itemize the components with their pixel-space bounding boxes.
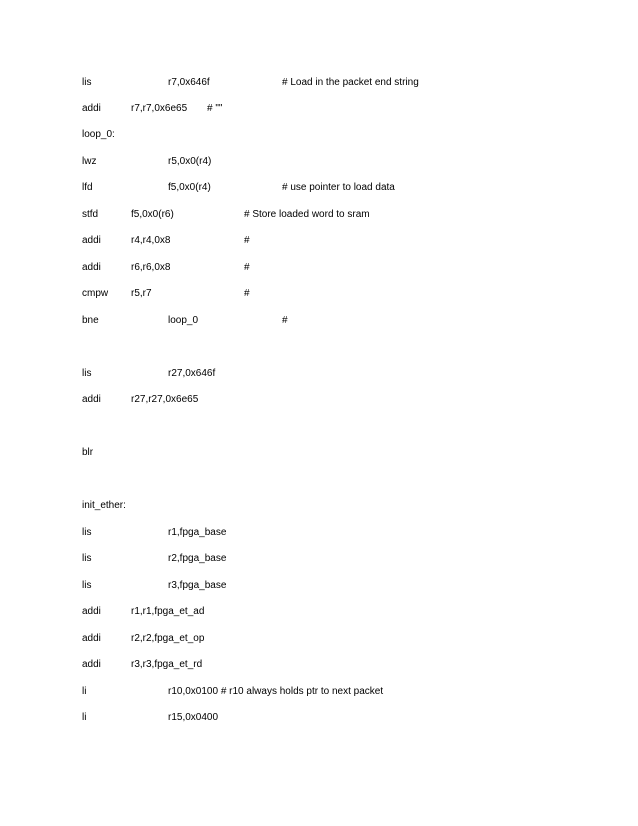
label: init_ether: xyxy=(82,500,126,511)
opcode: lis xyxy=(82,580,92,591)
operands: r1,r1,fpga_et_ad xyxy=(131,606,205,617)
opcode: addi xyxy=(82,394,101,405)
comment: # xyxy=(244,288,250,299)
operands: r7,r7,0x6e65 xyxy=(131,103,188,114)
operands: r15,0x0400 xyxy=(168,712,219,723)
operands: r5,0x0(r4) xyxy=(168,156,212,167)
comment: # use pointer to load data xyxy=(282,182,395,193)
code-line xyxy=(0,526,638,540)
code-line xyxy=(0,711,638,725)
operands: r5,r7 xyxy=(131,288,152,299)
opcode: addi xyxy=(82,262,101,273)
operands: r4,r4,0x8 xyxy=(131,235,171,246)
operands: loop_0 xyxy=(168,315,199,326)
code-line xyxy=(0,234,638,248)
operands: r2,fpga_base xyxy=(168,553,227,564)
operands: r10,0x0100 # r10 always holds ptr to next packet xyxy=(168,686,384,697)
comment: # xyxy=(244,262,250,273)
code-line xyxy=(0,367,638,381)
code-line xyxy=(0,446,638,460)
code-line xyxy=(0,181,638,195)
opcode: li xyxy=(82,686,87,697)
operands: r2,r2,fpga_et_op xyxy=(131,633,205,644)
code-line xyxy=(0,287,638,301)
opcode: lis xyxy=(82,77,92,88)
opcode: lis xyxy=(82,553,92,564)
opcode: lfd xyxy=(82,182,93,193)
code-line xyxy=(0,393,638,407)
code-line xyxy=(0,76,638,90)
code-line xyxy=(0,499,638,513)
opcode: lwz xyxy=(82,156,97,167)
code-line xyxy=(0,632,638,646)
code-line xyxy=(0,314,638,328)
operands: f5,0x0(r4) xyxy=(168,182,211,193)
code-line xyxy=(0,155,638,169)
comment: # "" xyxy=(207,103,223,114)
opcode: addi xyxy=(82,606,101,617)
opcode: addi xyxy=(82,235,101,246)
opcode: lis xyxy=(82,527,92,538)
code-line xyxy=(0,658,638,672)
opcode: lis xyxy=(82,368,92,379)
operands: r3,r3,fpga_et_rd xyxy=(131,659,203,670)
operands: r27,r27,0x6e65 xyxy=(131,394,199,405)
code-line xyxy=(0,552,638,566)
comment: # Load in the packet end string xyxy=(282,77,419,88)
label: loop_0: xyxy=(82,129,115,140)
operands: r7,0x646f xyxy=(168,77,210,88)
comment: # Store loaded word to sram xyxy=(244,209,370,220)
code-line xyxy=(0,579,638,593)
opcode: addi xyxy=(82,633,101,644)
opcode: li xyxy=(82,712,87,723)
opcode: blr xyxy=(82,447,94,458)
operands: r6,r6,0x8 xyxy=(131,262,171,273)
opcode: addi xyxy=(82,659,101,670)
code-line xyxy=(0,261,638,275)
comment: # xyxy=(282,315,288,326)
comment: # xyxy=(244,235,250,246)
opcode: stfd xyxy=(82,209,99,220)
opcode: bne xyxy=(82,315,99,326)
code-line xyxy=(0,685,638,699)
operands: f5,0x0(r6) xyxy=(131,209,174,220)
opcode: addi xyxy=(82,103,101,114)
opcode: cmpw xyxy=(82,288,109,299)
operands: r27,0x646f xyxy=(168,368,216,379)
operands: r1,fpga_base xyxy=(168,527,227,538)
code-line xyxy=(0,102,638,116)
code-line xyxy=(0,128,638,142)
operands: r3,fpga_base xyxy=(168,580,227,591)
code-line xyxy=(0,208,638,222)
code-line xyxy=(0,605,638,619)
